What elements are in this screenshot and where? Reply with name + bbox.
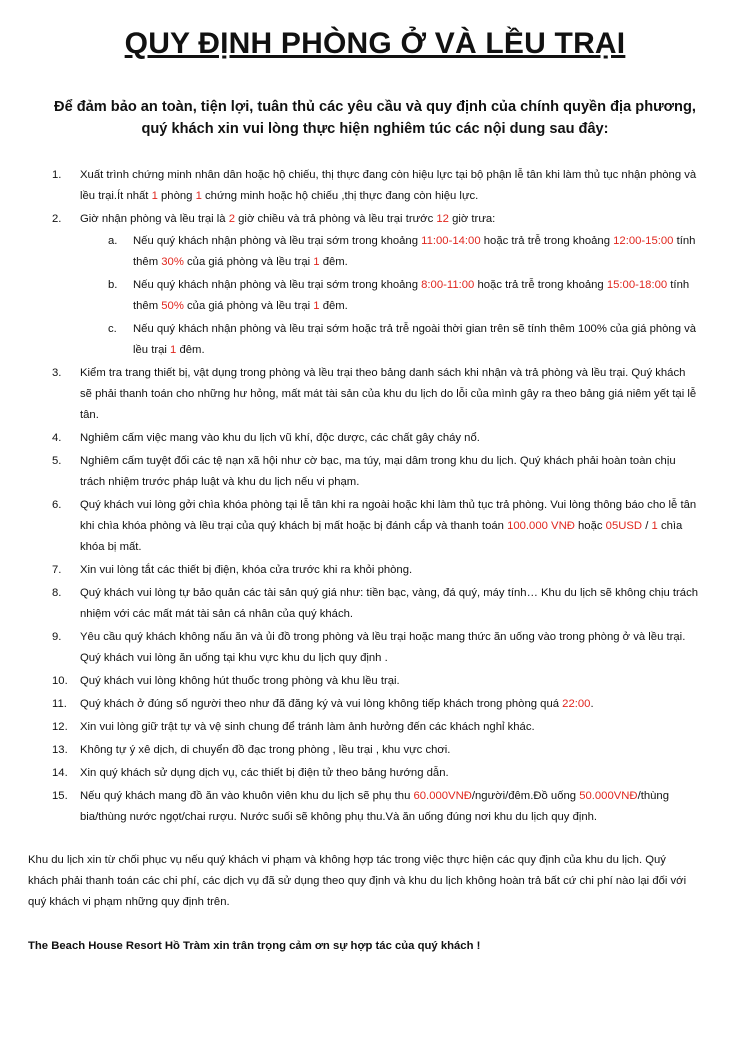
rule-text-segment: /thùng bia/thùng nước ngọt/chai rượu. Nước suối sẽ không phụ thu.Và ăn uống đúng nơi khu du lịch quy định. xyxy=(80,790,670,823)
rule-text-segment: /người/đêm.Đồ uống xyxy=(471,790,580,802)
rule-text-segment: tính thêm xyxy=(133,235,696,268)
rule-item xyxy=(0,428,750,449)
highlight-text: 1 xyxy=(313,300,320,312)
rule-number: 2. xyxy=(52,213,62,225)
sub-rules-list xyxy=(80,231,698,361)
rule-item xyxy=(0,671,750,692)
rule-text xyxy=(80,790,669,823)
rule-number: 13. xyxy=(52,744,68,756)
rule-item xyxy=(0,363,750,426)
intro-line-2: quý khách xin vui lòng thực hiện nghiêm túc các nội dung sau đây: xyxy=(141,121,609,137)
highlight-text: 30% xyxy=(161,256,184,268)
sub-rule-text xyxy=(133,279,689,312)
highlight-text: 100.000 VNĐ xyxy=(507,520,575,532)
highlight-text: 1 xyxy=(170,344,177,356)
highlight-text: 22:00 xyxy=(562,698,591,710)
rule-text-segment: Quý khách vui lòng gởi chìa khóa phòng tại lễ tân khi ra ngoài hoặc khi làm thủ tục trả phòng. Vui lòng thông báo cho lễ tân khi chìa khóa phòng và lều trại của quý khách bị mất hoặc bị đánh cắp và thanh toán xyxy=(80,499,697,532)
rule-number: 8. xyxy=(52,587,62,599)
closing-paragraph: Khu du lịch xin từ chối phục vụ nếu quý khách vi phạm và không hợp tác trong việc thực hiện các quy định của khu du lịch. Quý khách phải thanh toán các chi phí, các dịch vụ đã sử dụng theo quy định và khu du lịch không hoàn trả bất cứ chi phí nào lại đối với quý khách vi phạm những quy định trên. xyxy=(28,854,687,908)
rule-text xyxy=(80,675,400,687)
highlight-text: 2 xyxy=(228,213,236,225)
rule-number: 10. xyxy=(52,675,68,687)
highlight-text: 50.000VNĐ xyxy=(579,790,638,802)
highlight-text: 1 xyxy=(651,520,658,532)
rule-text xyxy=(80,169,696,202)
rule-text-segment: của giá phòng và lều trại xyxy=(183,300,314,312)
highlight-text: 1 xyxy=(195,190,202,202)
sub-rule-item xyxy=(80,275,698,317)
rule-text-segment: tính thêm xyxy=(133,279,690,312)
rule-text-segment: chứng minh hoặc hộ chiếu ,thị thực đang còn hiệu lực. xyxy=(201,190,479,202)
rule-text-segment: Yêu cầu quý khách không nấu ăn và ủi đồ trong phòng và lều trại hoặc mang thức ăn uống vào trong phòng ở và lều trại. Quý khách vui lòng ăn uống tại khu vực khu du lịch quy định . xyxy=(80,631,686,664)
rule-text-segment: phòng xyxy=(157,190,196,202)
rule-text xyxy=(80,499,696,553)
rule-item xyxy=(0,740,750,761)
rule-text-segment: đêm. xyxy=(319,300,348,312)
rule-text-segment: Xuất trình chứng minh nhân dân hoặc hộ chiếu, thị thực đang còn hiệu lực tại bộ phận lễ tân khi làm thủ tục nhận phòng và lều trại.Ít nhất xyxy=(80,169,697,202)
rule-number: 9. xyxy=(52,631,62,643)
rule-text-segment: hoặc xyxy=(574,520,606,532)
rule-text xyxy=(80,564,412,576)
intro-line-1: Để đảm bảo an toàn, tiện lợi, tuân thủ các yêu cầu và quy định của chính quyền địa phương, xyxy=(54,99,696,115)
rule-text-segment: hoặc trả trễ trong khoảng xyxy=(480,235,614,247)
rule-number: 11. xyxy=(52,698,67,710)
rule-text xyxy=(80,213,495,225)
rule-text-segment: Quý khách ở đúng số người theo như đã đăng ký và vui lòng không tiếp khách trong phòng quá xyxy=(80,698,563,710)
rule-number: 14. xyxy=(52,767,68,779)
rule-text-segment: Nếu quý khách nhận phòng và lều trại sớm hoặc trả trễ ngoài thời gian trên sẽ tính thêm 100% của giá phòng và lều trại xyxy=(133,323,697,356)
rule-item xyxy=(0,717,750,738)
highlight-text: 60.000VNĐ xyxy=(413,790,472,802)
rule-text-segment: Quý khách vui lòng tự bảo quản các tài sản quý giá như: tiền bạc, vàng, đá quý, máy tính… Khu du lịch sẽ không chịu trách nhiệm với các mất mát tài sản cá nhân của quý khách. xyxy=(80,587,698,620)
rule-text xyxy=(80,587,698,620)
rule-text-segment: . xyxy=(590,698,594,710)
rule-text xyxy=(80,631,685,664)
rule-text-segment: Giờ nhận phòng và lều trại là xyxy=(80,213,229,225)
rule-number: 1. xyxy=(52,169,62,181)
highlight-text: 50% xyxy=(161,300,184,312)
rule-number: 7. xyxy=(52,564,62,576)
highlight-text: 11:00-14:00 xyxy=(421,235,481,247)
rule-text-segment: Nghiêm cấm việc mang vào khu du lịch vũ khí, độc dược, các chất gây cháy nổ. xyxy=(80,432,480,444)
rule-text-segment: Không tự ý xê dịch, di chuyển đồ đạc trong phòng , lều trại , khu vực chơi. xyxy=(80,744,451,756)
sub-rule-letter: b. xyxy=(108,279,118,291)
rule-text-segment: Nếu quý khách mang đồ ăn vào khuôn viên khu du lịch sẽ phụ thu xyxy=(80,790,414,802)
rule-item xyxy=(0,560,750,581)
highlight-text: 12 xyxy=(436,213,449,225)
sub-rule-item xyxy=(80,231,698,273)
highlight-text: 12:00-15:00 xyxy=(613,235,674,247)
highlight-text: 05USD xyxy=(605,520,643,532)
sub-rule-item xyxy=(80,319,698,361)
rule-text xyxy=(80,721,535,733)
rule-item xyxy=(0,763,750,784)
rule-item xyxy=(0,694,750,715)
sub-rule-letter: a. xyxy=(108,235,118,247)
intro-paragraph xyxy=(20,96,730,140)
rule-text-segment: giờ chiều và trả phòng và lều trại trước xyxy=(235,213,437,225)
rule-item xyxy=(0,786,750,828)
rule-number: 3. xyxy=(52,367,62,379)
rule-text xyxy=(80,767,449,779)
highlight-text: 15:00-18:00 xyxy=(606,279,668,291)
rule-number: 12. xyxy=(52,721,68,733)
thanks-line: The Beach House Resort Hồ Tràm xin trân trọng cảm ơn sự hợp tác của quý khách ! xyxy=(28,940,481,952)
rule-text-segment: Nếu quý khách nhận phòng và lều trại sớm trong khoảng xyxy=(133,235,422,247)
rule-item xyxy=(0,451,750,493)
rule-text-segment: Quý khách vui lòng không hút thuốc trong phòng và khu lều trại. xyxy=(80,675,400,687)
highlight-text: 1 xyxy=(313,256,320,268)
rule-text-segment: Nếu quý khách nhận phòng và lều trại sớm trong khoảng xyxy=(133,279,422,291)
rule-text-segment: đêm. xyxy=(319,256,348,268)
rule-number: 15. xyxy=(52,790,68,802)
rule-text-segment: Xin vui lòng tắt các thiết bị điện, khóa cửa trước khi ra khỏi phòng. xyxy=(80,564,413,576)
rule-text-segment: Nghiêm cấm tuyệt đối các tệ nạn xã hội như cờ bạc, ma túy, mại dâm trong khu du lịch. Quý khách phải hoàn toàn chịu trách nhiệm trước pháp luật và khu du lịch nếu vi phạm. xyxy=(80,455,676,488)
highlight-text: 1 xyxy=(151,190,158,202)
rule-number: 6. xyxy=(52,499,62,511)
rule-text-segment: của giá phòng và lều trại xyxy=(183,256,314,268)
rule-text-segment: chìa khóa bị mất. xyxy=(80,520,683,553)
rule-text-segment: Kiểm tra trang thiết bị, vật dụng trong phòng và lều trại theo bảng danh sách khi nhận và trả phòng và lều trại. Quý khách sẽ phải thanh toán cho những hư hỏng, mất mát tài sản của khu du lịch do lỗi của mình gây ra theo bảng giá niêm yết tại lễ tân. xyxy=(80,367,697,421)
sub-rule-text xyxy=(133,323,696,356)
rule-text xyxy=(80,698,594,710)
page-title: QUY ĐỊNH PHÒNG Ở VÀ LỀU TRẠI xyxy=(124,27,626,60)
rule-text xyxy=(80,367,696,421)
rule-item xyxy=(0,583,750,625)
rule-text xyxy=(80,455,676,488)
rule-text xyxy=(80,744,450,756)
rules-list xyxy=(0,165,750,828)
rule-text-segment: Xin quý khách sử dụng dịch vụ, các thiết bị điện tử theo bảng hướng dẫn. xyxy=(80,767,449,779)
rule-text-segment: / xyxy=(642,520,652,532)
rule-text-segment: hoặc trả trễ trong khoảng xyxy=(474,279,607,291)
rule-text-segment: Xin vui lòng giữ trật tự và vệ sinh chung để tránh làm ảnh hưởng đến các khách nghỉ khác. xyxy=(80,721,535,733)
rule-item xyxy=(0,209,750,361)
rule-number: 5. xyxy=(52,455,62,467)
sub-rule-text xyxy=(133,235,695,268)
rule-item xyxy=(0,627,750,669)
rule-item xyxy=(0,495,750,558)
rule-text xyxy=(80,432,480,444)
rule-text-segment: đêm. xyxy=(176,344,205,356)
rule-text-segment: giờ trưa: xyxy=(448,213,496,225)
rule-number: 4. xyxy=(52,432,62,444)
rule-item xyxy=(0,165,750,207)
sub-rule-letter: c. xyxy=(108,323,117,335)
highlight-text: 8:00-11:00 xyxy=(421,279,475,291)
